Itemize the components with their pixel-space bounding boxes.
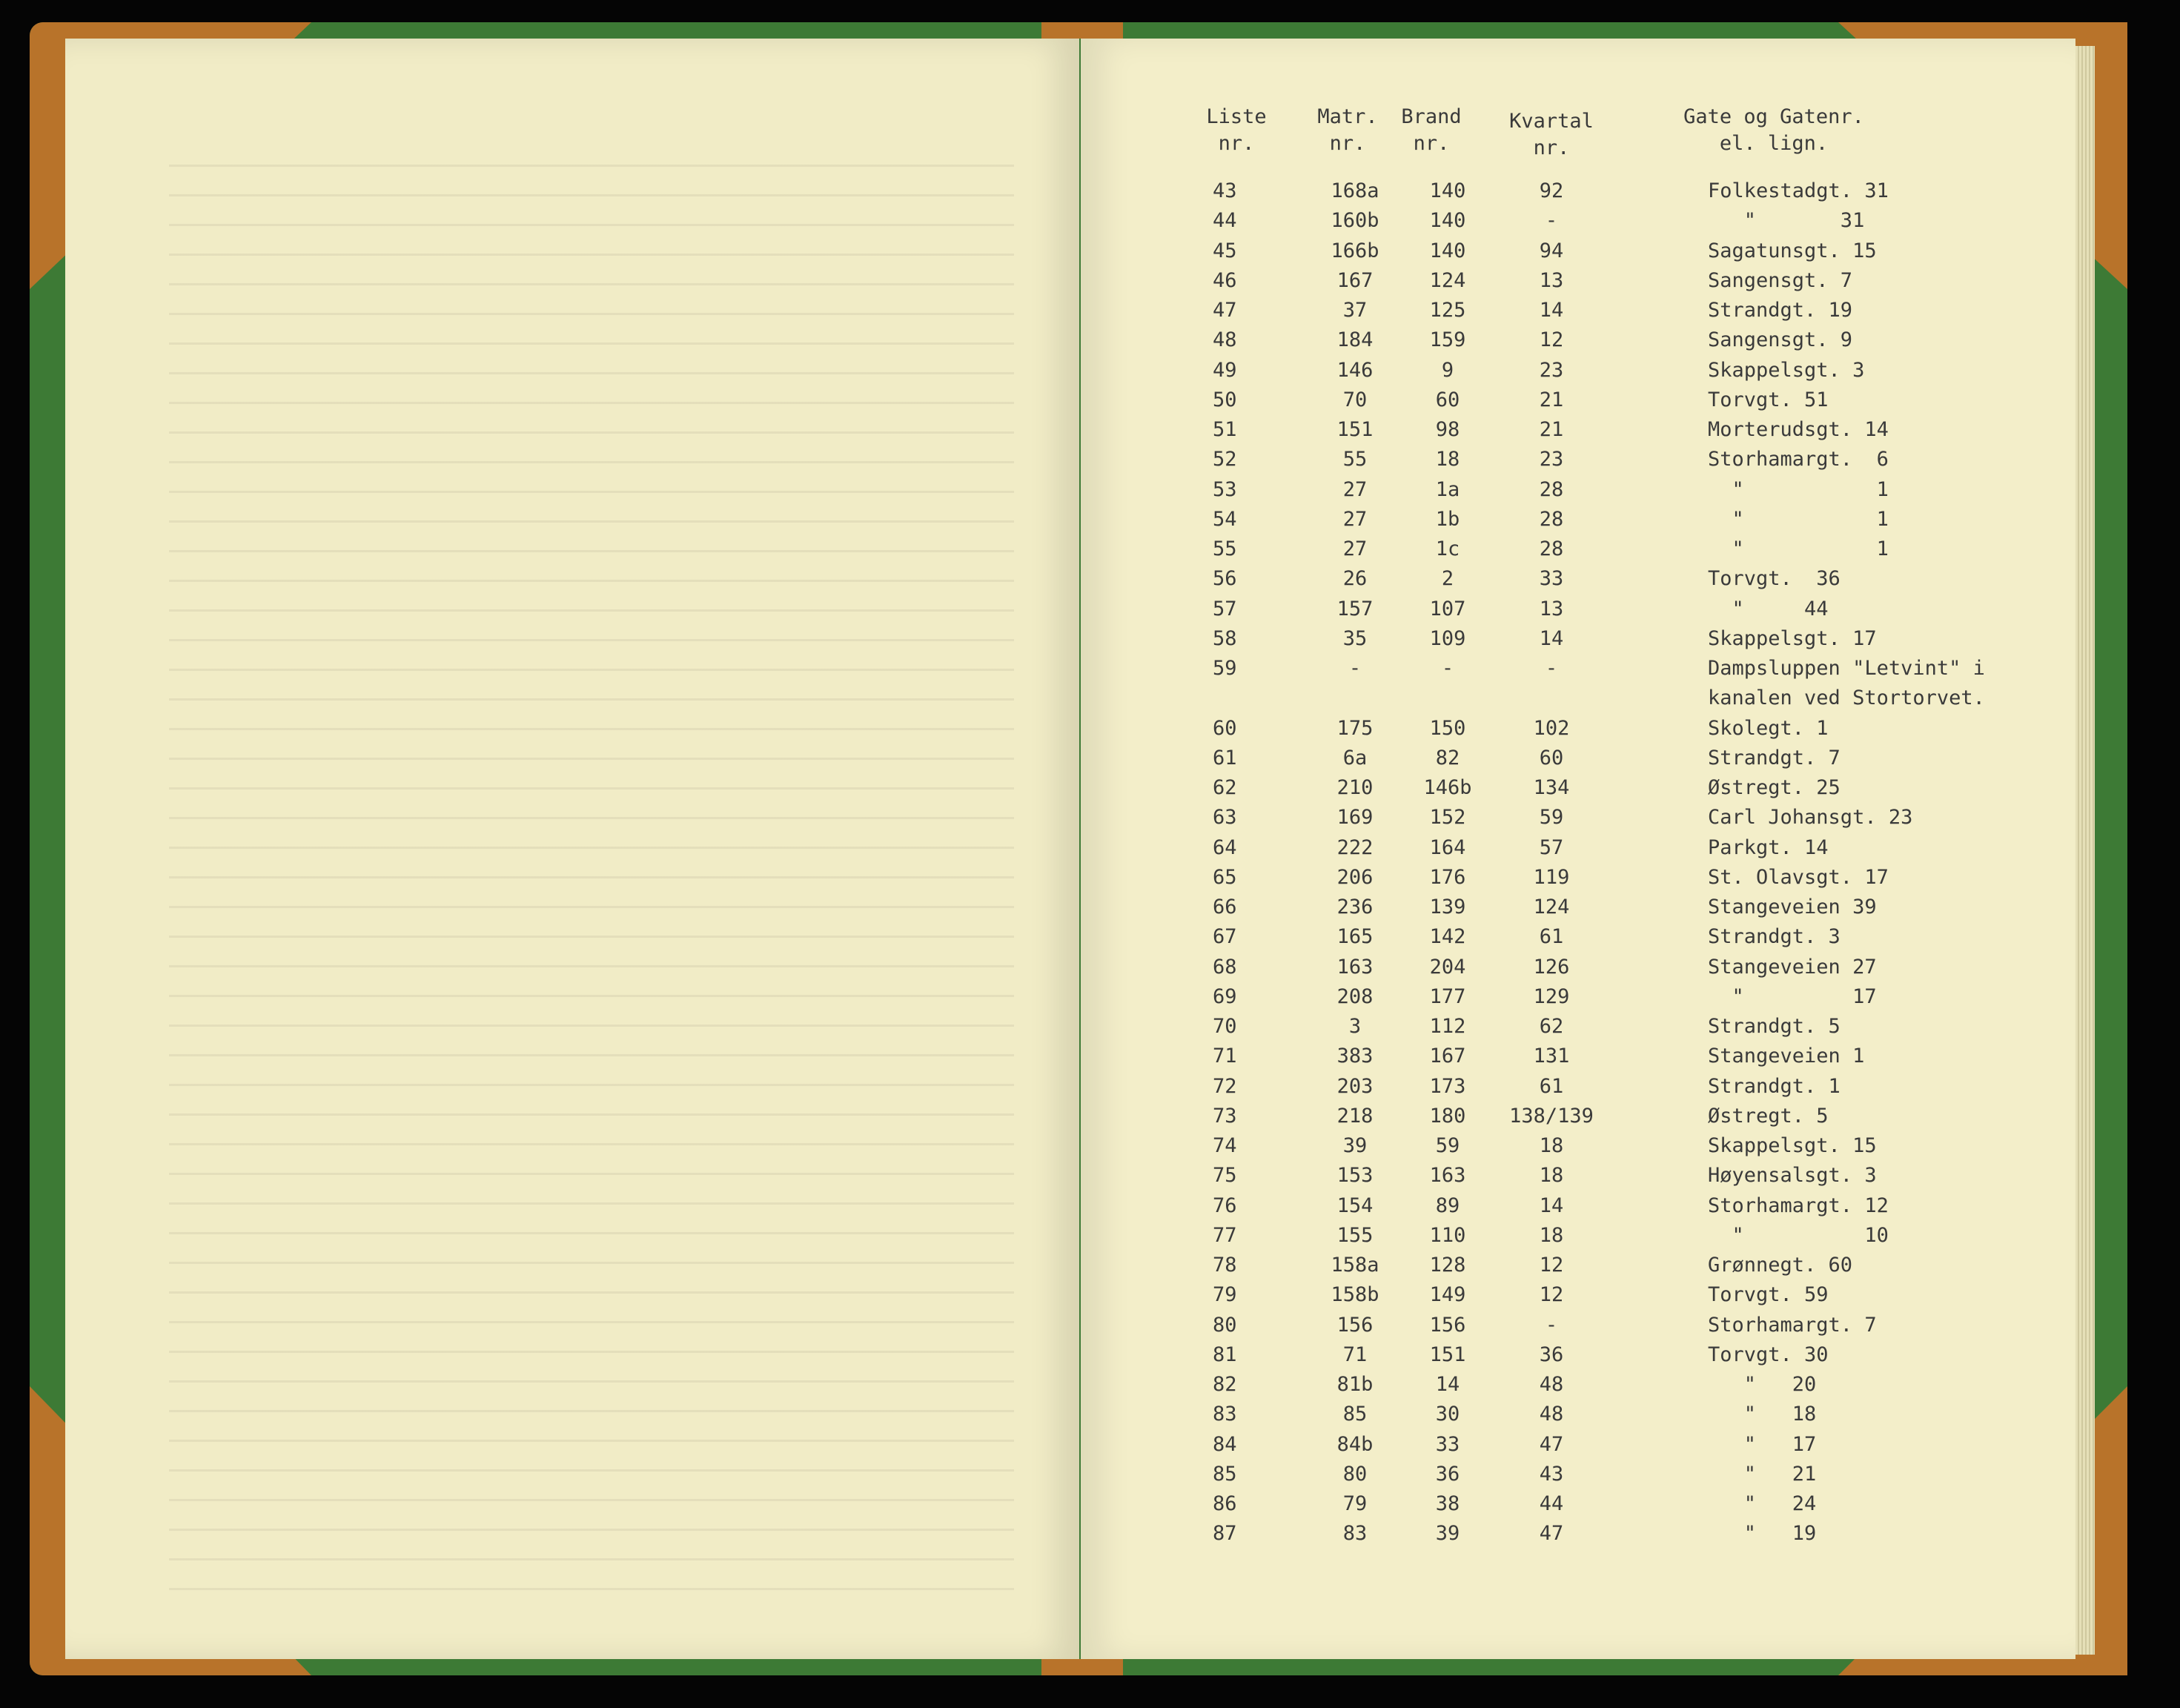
cell-kvartal: 44 — [1539, 1492, 1564, 1515]
header-liste: Liste nr. — [1206, 105, 1267, 155]
cell-brand: 1c — [1435, 537, 1460, 560]
table-row — [1081, 893, 2075, 922]
cell-gate: Parkgt. 14 — [1708, 835, 1829, 859]
table-row — [1081, 1370, 2075, 1400]
cell-brand: 30 — [1435, 1403, 1460, 1426]
cell-matr: 222 — [1336, 835, 1374, 859]
table-row — [1081, 1251, 2075, 1280]
cell-kvartal: 28 — [1539, 507, 1564, 531]
cell-matr: 26 — [1342, 567, 1368, 591]
cell-kvartal: 28 — [1539, 537, 1564, 560]
header-brand: Brand nr. — [1401, 105, 1462, 155]
cell-kvartal: 92 — [1539, 179, 1564, 202]
cell-gate: Østregt. 5 — [1708, 1104, 1829, 1128]
cell-matr: 156 — [1336, 1313, 1374, 1337]
cell-matr: 39 — [1342, 1134, 1368, 1157]
table-row — [1081, 564, 2075, 594]
cell-gate: Torvgt. 51 — [1708, 388, 1829, 411]
cell-brand: 89 — [1435, 1194, 1460, 1217]
table-row — [1081, 1489, 2075, 1519]
cell-matr: 210 — [1336, 776, 1374, 799]
table-row — [1081, 475, 2075, 505]
cell-liste: 77 — [1213, 1223, 1237, 1247]
cell-matr: 184 — [1336, 328, 1374, 352]
cell-gate: Torvgt. 36 — [1708, 567, 1841, 591]
table-row — [1081, 1340, 2075, 1370]
cell-matr: 6a — [1342, 746, 1368, 769]
cell-matr: 167 — [1336, 268, 1374, 292]
cell-gate: " 17 — [1708, 984, 1877, 1008]
table-row — [1081, 624, 2075, 654]
table-row — [1081, 176, 2075, 206]
cell-brand: 164 — [1429, 835, 1466, 859]
table-row — [1081, 1311, 2075, 1340]
cell-brand: 125 — [1429, 299, 1466, 322]
cell-brand: 176 — [1429, 865, 1466, 889]
table-row — [1081, 773, 2075, 803]
cell-liste: 80 — [1213, 1313, 1237, 1337]
cell-brand: 152 — [1429, 806, 1466, 830]
cell-kvartal: 119 — [1533, 865, 1570, 889]
cell-liste: 53 — [1213, 477, 1237, 501]
cell-brand: 1b — [1435, 507, 1460, 531]
cell-brand: 109 — [1429, 626, 1466, 650]
table-row — [1081, 385, 2075, 415]
cell-gate: " 1 — [1708, 477, 1889, 501]
cell-liste: 45 — [1213, 239, 1237, 262]
cell-liste: 43 — [1213, 179, 1237, 202]
cell-kvartal: 18 — [1539, 1164, 1564, 1188]
cell-kvartal: 23 — [1539, 358, 1564, 382]
table-row — [1081, 534, 2075, 564]
cell-brand: 146b — [1423, 776, 1472, 799]
cell-liste: 55 — [1213, 537, 1237, 560]
cell-gate: Storhamargt. 6 — [1708, 448, 1889, 471]
cell-brand: 156 — [1429, 1313, 1466, 1337]
cell-kvartal: 61 — [1539, 1074, 1564, 1098]
cell-liste: 54 — [1213, 507, 1237, 531]
cell-matr: 85 — [1342, 1403, 1368, 1426]
cell-matr: 158b — [1331, 1283, 1379, 1307]
table-row — [1081, 595, 2075, 624]
table-row — [1081, 296, 2075, 325]
cell-kvartal: 21 — [1539, 388, 1564, 411]
cell-gate: Høyensalsgt. 3 — [1708, 1164, 1877, 1188]
cell-gate: St. Olavsgt. 17 — [1708, 865, 1889, 889]
cell-brand: 9 — [1441, 358, 1454, 382]
cell-brand: 142 — [1429, 925, 1466, 949]
cell-gate: Carl Johansgt. 23 — [1708, 806, 1913, 830]
cell-brand: 124 — [1429, 268, 1466, 292]
cell-matr: 151 — [1336, 418, 1374, 441]
cell-brand: 36 — [1435, 1462, 1460, 1486]
table-row — [1081, 714, 2075, 744]
cell-matr: 157 — [1336, 597, 1374, 620]
table-row — [1081, 1042, 2075, 1071]
cell-brand: 82 — [1435, 746, 1460, 769]
cell-liste: 72 — [1213, 1074, 1237, 1098]
cell-brand: 163 — [1429, 1164, 1466, 1188]
table-row — [1081, 445, 2075, 474]
spine-top — [1041, 22, 1123, 39]
cell-kvartal: 33 — [1539, 567, 1564, 591]
cell-liste: 65 — [1213, 865, 1237, 889]
cell-kvartal: 13 — [1539, 597, 1564, 620]
cell-brand: 159 — [1429, 328, 1466, 352]
cell-brand: 139 — [1429, 896, 1466, 918]
table-row — [1081, 1161, 2075, 1191]
cell-matr: 71 — [1342, 1343, 1368, 1366]
cell-liste: 76 — [1213, 1194, 1237, 1217]
table-body — [1081, 176, 2075, 1549]
cell-brand: 38 — [1435, 1492, 1460, 1515]
cell-liste: 52 — [1213, 448, 1237, 471]
cell-liste: 79 — [1213, 1283, 1237, 1307]
header-kvartal: Kvartal nr. — [1509, 110, 1594, 159]
cell-liste: 74 — [1213, 1134, 1237, 1157]
table-row — [1081, 803, 2075, 833]
cell-gate: Torvgt. 30 — [1708, 1343, 1829, 1366]
table-row — [1081, 683, 2075, 713]
cell-matr: 165 — [1336, 925, 1374, 949]
cell-gate: Skolegt. 1 — [1708, 716, 1829, 740]
cell-matr: 158a — [1331, 1254, 1379, 1277]
cell-brand: 18 — [1435, 448, 1460, 471]
cell-gate: Skappelsgt. 3 — [1708, 358, 1865, 382]
cell-liste: 60 — [1213, 716, 1237, 740]
cell-brand: 140 — [1429, 209, 1466, 233]
cell-matr: 27 — [1342, 507, 1368, 531]
cell-liste: 75 — [1213, 1164, 1237, 1188]
cell-brand: 128 — [1429, 1254, 1466, 1277]
table-row — [1081, 206, 2075, 236]
cell-liste: 82 — [1213, 1373, 1237, 1396]
cell-gate: Torvgt. 59 — [1708, 1283, 1829, 1307]
cell-kvartal: 48 — [1539, 1373, 1564, 1396]
cell-brand: 14 — [1435, 1373, 1460, 1396]
cell-brand: 180 — [1429, 1104, 1466, 1128]
cell-gate: " 21 — [1708, 1462, 1817, 1486]
register-table — [1081, 39, 2075, 1659]
cell-matr: 80 — [1342, 1462, 1368, 1486]
cell-kvartal: 47 — [1539, 1522, 1564, 1546]
cell-gate: kanalen ved Stortorvet. — [1708, 686, 1985, 710]
table-row — [1081, 266, 2075, 296]
cell-gate: " 18 — [1708, 1403, 1817, 1426]
table-row — [1081, 1280, 2075, 1310]
cell-kvartal: 13 — [1539, 268, 1564, 292]
cell-matr: 27 — [1342, 477, 1368, 501]
cell-brand: 33 — [1435, 1432, 1460, 1456]
cell-gate: Storhamargt. 12 — [1708, 1194, 1889, 1217]
cell-liste: 58 — [1213, 626, 1237, 650]
table-row — [1081, 1519, 2075, 1549]
cell-kvartal: 94 — [1539, 239, 1564, 262]
cell-gate: Folkestadgt. 31 — [1708, 179, 1889, 202]
cell-brand: 60 — [1435, 388, 1460, 411]
table-row — [1081, 654, 2075, 683]
cell-gate: Sangensgt. 9 — [1708, 328, 1853, 352]
cell-kvartal: - — [1545, 1313, 1558, 1337]
cell-matr: 83 — [1342, 1522, 1368, 1546]
cell-gate: Strandgt. 1 — [1708, 1074, 1841, 1098]
cell-brand: 98 — [1435, 418, 1460, 441]
cell-gate: Stangeveien 27 — [1708, 955, 1877, 979]
table-row — [1081, 1400, 2075, 1429]
cell-matr: 175 — [1336, 716, 1374, 740]
cell-kvartal: 134 — [1533, 776, 1570, 799]
cell-kvartal: 12 — [1539, 1283, 1564, 1307]
cell-liste: 83 — [1213, 1403, 1237, 1426]
cell-brand: 140 — [1429, 179, 1466, 202]
left-page — [65, 39, 1079, 1659]
cell-matr: 35 — [1342, 626, 1368, 650]
cell-matr: 3 — [1348, 1015, 1362, 1038]
cell-brand: 177 — [1429, 984, 1466, 1008]
cell-brand: 59 — [1435, 1134, 1460, 1157]
table-row — [1081, 863, 2075, 893]
cell-brand: 39 — [1435, 1522, 1460, 1546]
cell-kvartal: 129 — [1533, 984, 1570, 1008]
cell-brand: 149 — [1429, 1283, 1466, 1307]
cell-kvartal: 47 — [1539, 1432, 1564, 1456]
cell-gate: " 1 — [1708, 507, 1889, 531]
cell-gate: Østregt. 25 — [1708, 776, 1841, 799]
table-row — [1081, 236, 2075, 266]
cell-matr: 81b — [1336, 1373, 1374, 1396]
cell-matr: 27 — [1342, 537, 1368, 560]
cell-brand: 112 — [1429, 1015, 1466, 1038]
cell-liste: 48 — [1213, 328, 1237, 352]
cell-liste: 56 — [1213, 567, 1237, 591]
cell-gate: Dampsluppen "Letvint" i — [1708, 657, 1985, 680]
cell-liste: 57 — [1213, 597, 1237, 620]
cell-brand: 173 — [1429, 1074, 1466, 1098]
table-row — [1081, 1131, 2075, 1161]
cell-liste: 63 — [1213, 806, 1237, 830]
cell-brand: 1a — [1435, 477, 1460, 501]
cell-matr: 206 — [1336, 865, 1374, 889]
spine-bottom — [1041, 1659, 1123, 1675]
cell-kvartal: 28 — [1539, 477, 1564, 501]
cell-liste: 46 — [1213, 268, 1237, 292]
cell-matr: 155 — [1336, 1223, 1374, 1247]
cell-liste: 51 — [1213, 418, 1237, 441]
table-row — [1081, 325, 2075, 355]
table-row — [1081, 1460, 2075, 1489]
cell-matr: 236 — [1336, 896, 1374, 918]
cell-matr: 168a — [1331, 179, 1379, 202]
cell-gate: Storhamargt. 7 — [1708, 1313, 1877, 1337]
cell-kvartal: 102 — [1533, 716, 1570, 740]
cell-matr: 55 — [1342, 448, 1368, 471]
cell-brand: 110 — [1429, 1223, 1466, 1247]
table-row — [1081, 1102, 2075, 1131]
page-edges — [2075, 46, 2095, 1655]
table-row — [1081, 922, 2075, 952]
cell-liste: 86 — [1213, 1492, 1237, 1515]
cell-matr: 153 — [1336, 1164, 1374, 1188]
table-row — [1081, 1191, 2075, 1221]
cell-gate: " 44 — [1708, 597, 1829, 620]
cell-liste: 87 — [1213, 1522, 1237, 1546]
cell-kvartal: 21 — [1539, 418, 1564, 441]
cell-liste: 62 — [1213, 776, 1237, 799]
cell-kvartal: 48 — [1539, 1403, 1564, 1426]
cell-gate: Strandgt. 3 — [1708, 925, 1841, 949]
cell-gate: " 20 — [1708, 1373, 1817, 1396]
table-row — [1081, 953, 2075, 982]
cell-kvartal: - — [1545, 657, 1558, 680]
cell-gate: " 1 — [1708, 537, 1889, 560]
cell-liste: 84 — [1213, 1432, 1237, 1456]
cell-liste: 59 — [1213, 657, 1237, 680]
table-row — [1081, 356, 2075, 385]
table-row — [1081, 1430, 2075, 1460]
cell-liste: 64 — [1213, 835, 1237, 859]
header-matr: Matr. nr. — [1317, 105, 1378, 155]
table-row — [1081, 505, 2075, 534]
cell-liste: 71 — [1213, 1045, 1237, 1068]
cell-matr: 146 — [1336, 358, 1374, 382]
cell-kvartal: 61 — [1539, 925, 1564, 949]
cell-matr: 79 — [1342, 1492, 1368, 1515]
table-row — [1081, 744, 2075, 773]
cell-matr: 169 — [1336, 806, 1374, 830]
cell-liste: 67 — [1213, 925, 1237, 949]
cell-liste: 81 — [1213, 1343, 1237, 1366]
cell-liste: 49 — [1213, 358, 1237, 382]
cell-gate: Strandgt. 7 — [1708, 746, 1841, 769]
cell-kvartal: 14 — [1539, 299, 1564, 322]
cell-liste: 73 — [1213, 1104, 1237, 1128]
cell-brand: 150 — [1429, 716, 1466, 740]
cell-gate: Sangensgt. 7 — [1708, 268, 1853, 292]
cell-liste: 61 — [1213, 746, 1237, 769]
cell-matr: 208 — [1336, 984, 1374, 1008]
cell-kvartal: 60 — [1539, 746, 1564, 769]
cell-kvartal: 126 — [1533, 955, 1570, 979]
cell-liste: 50 — [1213, 388, 1237, 411]
cell-brand: 140 — [1429, 239, 1466, 262]
table-row — [1081, 1221, 2075, 1251]
cell-kvartal: 18 — [1539, 1223, 1564, 1247]
cell-gate: " 10 — [1708, 1223, 1889, 1247]
cell-brand: 204 — [1429, 955, 1466, 979]
table-row — [1081, 833, 2075, 863]
cell-matr: 218 — [1336, 1104, 1374, 1128]
bleed-through-text — [169, 142, 1014, 1610]
cell-kvartal: 138/139 — [1509, 1104, 1594, 1128]
table-row — [1081, 982, 2075, 1012]
table-row — [1081, 1012, 2075, 1042]
cell-gate: Strandgt. 19 — [1708, 299, 1853, 322]
cell-gate: Stangeveien 39 — [1708, 896, 1877, 918]
cell-matr: - — [1348, 657, 1362, 680]
cell-gate: Stangeveien 1 — [1708, 1045, 1865, 1068]
cell-kvartal: 12 — [1539, 328, 1564, 352]
cell-gate: Skappelsgt. 15 — [1708, 1134, 1877, 1157]
cell-liste: 47 — [1213, 299, 1237, 322]
cell-liste: 68 — [1213, 955, 1237, 979]
cell-matr: 163 — [1336, 955, 1374, 979]
cell-kvartal: 59 — [1539, 806, 1564, 830]
cell-gate: Grønnegt. 60 — [1708, 1254, 1853, 1277]
cell-gate: Morterudsgt. 14 — [1708, 418, 1889, 441]
cell-kvartal: 14 — [1539, 626, 1564, 650]
cell-matr: 160b — [1331, 209, 1379, 233]
cell-kvartal: 62 — [1539, 1015, 1564, 1038]
cell-matr: 37 — [1342, 299, 1368, 322]
cell-gate: " 24 — [1708, 1492, 1817, 1515]
cell-kvartal: - — [1545, 209, 1558, 233]
cell-gate: " 17 — [1708, 1432, 1817, 1456]
cell-liste: 70 — [1213, 1015, 1237, 1038]
cell-gate: Skappelsgt. 17 — [1708, 626, 1877, 650]
table-row — [1081, 415, 2075, 445]
cell-matr: 166b — [1331, 239, 1379, 262]
cell-brand: 167 — [1429, 1045, 1466, 1068]
cell-kvartal: 18 — [1539, 1134, 1564, 1157]
cell-brand: - — [1441, 657, 1454, 680]
table-row — [1081, 1072, 2075, 1102]
cell-gate: Strandgt. 5 — [1708, 1015, 1841, 1038]
cell-matr: 70 — [1342, 388, 1368, 411]
cell-matr: 154 — [1336, 1194, 1374, 1217]
cell-liste: 44 — [1213, 209, 1237, 233]
cell-gate: " 31 — [1708, 209, 1865, 233]
cell-kvartal: 36 — [1539, 1343, 1564, 1366]
cell-kvartal: 43 — [1539, 1462, 1564, 1486]
cell-brand: 151 — [1429, 1343, 1466, 1366]
cell-liste: 69 — [1213, 984, 1237, 1008]
cell-kvartal: 23 — [1539, 448, 1564, 471]
cell-matr: 203 — [1336, 1074, 1374, 1098]
cell-kvartal: 124 — [1533, 896, 1570, 918]
cell-liste: 66 — [1213, 896, 1237, 918]
cell-kvartal: 131 — [1533, 1045, 1570, 1068]
cell-matr: 84b — [1336, 1432, 1374, 1456]
cell-liste: 78 — [1213, 1254, 1237, 1277]
cell-brand: 2 — [1441, 567, 1454, 591]
cell-kvartal: 12 — [1539, 1254, 1564, 1277]
cell-kvartal: 14 — [1539, 1194, 1564, 1217]
cell-liste: 85 — [1213, 1462, 1237, 1486]
cell-gate: Sagatunsgt. 15 — [1708, 239, 1877, 262]
header-gate: Gate og Gatenr. el. lign. — [1683, 105, 1864, 155]
cell-matr: 383 — [1336, 1045, 1374, 1068]
cell-kvartal: 57 — [1539, 835, 1564, 859]
cell-brand: 107 — [1429, 597, 1466, 620]
cell-gate: " 19 — [1708, 1522, 1817, 1546]
